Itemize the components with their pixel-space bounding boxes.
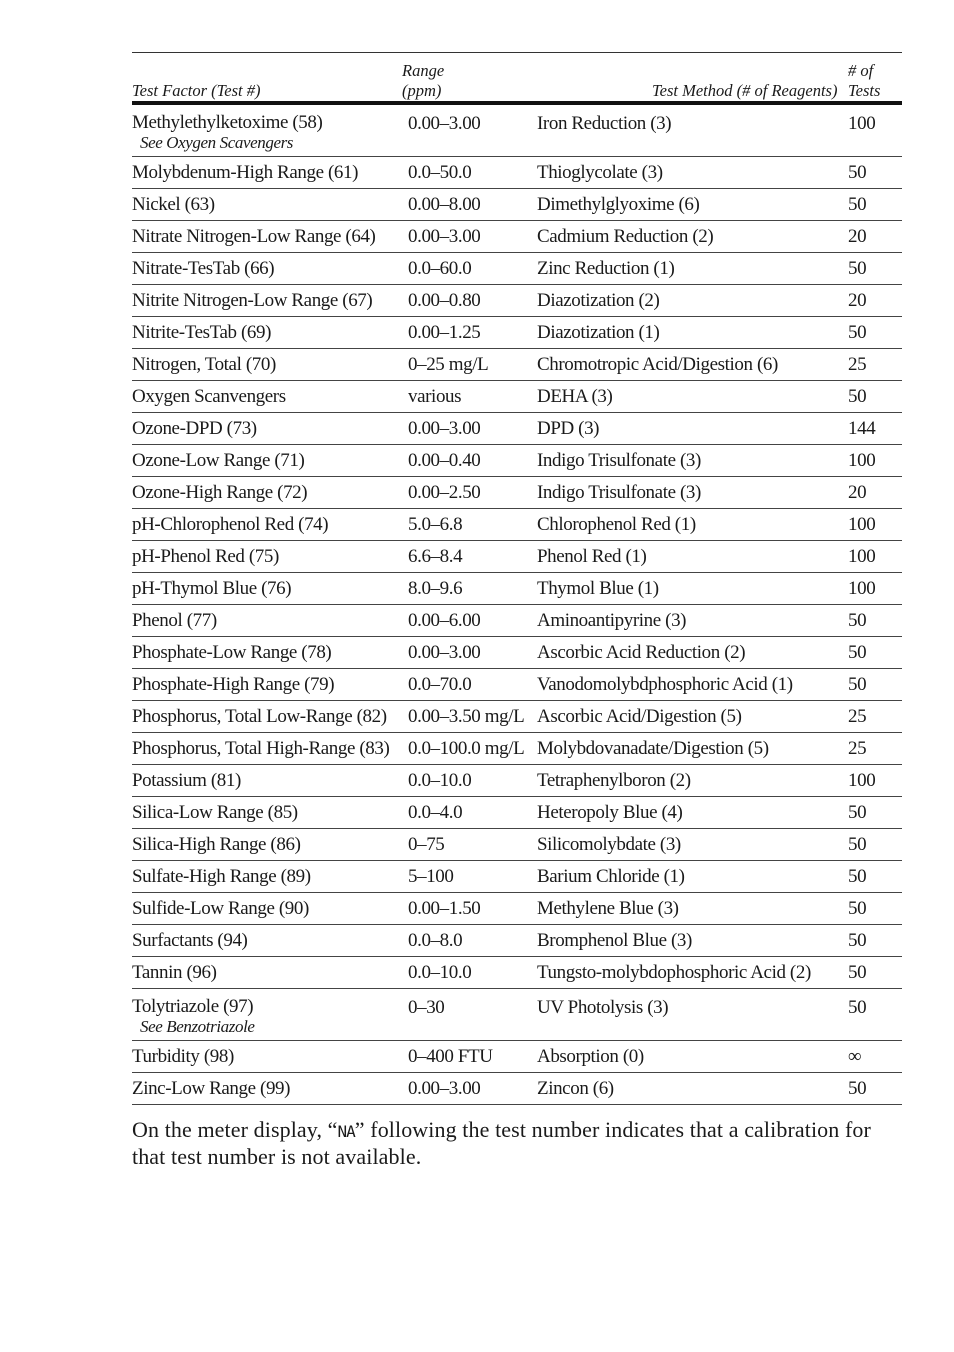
cell-num-tests: 144 <box>848 417 876 439</box>
cell-test-method: Chlorophenol Red (1) <box>537 513 696 535</box>
cell-test-factor <box>132 643 402 663</box>
table-row <box>132 445 902 477</box>
table-row <box>132 285 902 317</box>
cell-test-method: Indigo Trisulfonate (3) <box>537 481 701 503</box>
test-factor-name: Methylethylketoxime (58) <box>132 112 323 133</box>
cell-test-factor <box>132 451 402 471</box>
cell-test-factor <box>132 611 402 631</box>
cell-num-tests: 50 <box>848 641 867 663</box>
cell-test-factor <box>132 419 402 439</box>
cell-test-factor <box>132 547 402 567</box>
test-factor-name: Phenol (77) <box>132 609 217 631</box>
test-factor-name: Silica-Low Range (85) <box>132 801 298 823</box>
table-row <box>132 861 902 893</box>
cell-test-factor <box>132 899 402 919</box>
table-row <box>132 637 902 669</box>
cell-range: 6.6–8.4 <box>408 545 463 567</box>
cell-test-method: Cadmium Reduction (2) <box>537 225 714 247</box>
cell-num-tests: 100 <box>848 513 876 535</box>
cell-range: 0.0–4.0 <box>408 801 463 823</box>
cell-test-factor <box>132 835 402 855</box>
test-factor-name: pH-Thymol Blue (76) <box>132 577 292 599</box>
test-factor-name: Ozone-DPD (73) <box>132 417 257 439</box>
test-factor-name: Nitrate-TesTab (66) <box>132 257 275 279</box>
test-factor-name: Ozone-High Range (72) <box>132 481 308 503</box>
cell-range: 0–25 mg/L <box>408 353 489 375</box>
table-row <box>132 413 902 445</box>
cell-num-tests: 100 <box>848 449 876 471</box>
cell-range: 0.0–70.0 <box>408 673 472 695</box>
cell-test-method: Barium Chloride (1) <box>537 865 685 887</box>
cell-test-factor <box>132 291 402 311</box>
test-factor-name: Sulfate-High Range (89) <box>132 865 311 887</box>
cell-num-tests: 50 <box>848 897 867 919</box>
cell-range: 0.00–3.50 mg/L <box>408 705 525 727</box>
cell-test-factor <box>132 963 402 983</box>
cell-test-method: Vanodomolybdphosphoric Acid (1) <box>537 673 793 695</box>
cell-test-method: UV Photolysis (3) <box>537 997 669 1018</box>
test-factor-name: Tannin (96) <box>132 961 217 983</box>
cell-num-tests: 100 <box>848 769 876 791</box>
table-header <box>132 53 902 105</box>
cell-range: 0.0–50.0 <box>408 161 472 183</box>
table-row <box>132 317 902 349</box>
table-row <box>132 797 902 829</box>
header-num-tests <box>848 61 902 101</box>
cell-test-method: Aminoantipyrine (3) <box>537 609 687 631</box>
cell-num-tests: 50 <box>848 1077 867 1099</box>
header-tests-line1: # of <box>848 61 874 80</box>
cell-test-method: Indigo Trisulfonate (3) <box>537 449 701 471</box>
cell-test-method: Tungsto-molybdophosphoric Acid (2) <box>537 961 811 983</box>
test-factor-name: Phosphate-Low Range (78) <box>132 641 332 663</box>
cell-num-tests: 20 <box>848 289 867 311</box>
cell-test-factor <box>132 707 402 727</box>
footnote <box>132 1117 902 1169</box>
cell-range: 0.0–60.0 <box>408 257 472 279</box>
cell-num-tests: 50 <box>848 609 867 631</box>
header-test-method: Test Method (# of Reagents) <box>652 81 838 100</box>
test-factor-name: Zinc-Low Range (99) <box>132 1077 291 1099</box>
test-factor-name: Sulfide-Low Range (90) <box>132 897 309 919</box>
table-row <box>132 893 902 925</box>
test-factor-name: Potassium (81) <box>132 769 241 791</box>
cell-test-method: Silicomolybdate (3) <box>537 833 681 855</box>
cell-range: various <box>408 385 462 407</box>
cell-num-tests: 50 <box>848 961 867 983</box>
cell-test-factor <box>132 195 402 215</box>
cell-test-factor <box>132 387 402 407</box>
test-factor-name: Nickel (63) <box>132 193 215 215</box>
cell-num-tests: 50 <box>848 385 867 407</box>
table-row <box>132 1041 902 1073</box>
cell-test-method: Chromotropic Acid/Digestion (6) <box>537 353 778 375</box>
footnote-code: NA <box>337 1122 355 1141</box>
header-tests-line2: Tests <box>848 81 881 100</box>
test-factor-name: Nitrate Nitrogen-Low Range (64) <box>132 225 376 247</box>
cell-num-tests: 50 <box>848 801 867 823</box>
table-row <box>132 1073 902 1105</box>
cell-test-factor <box>132 227 402 247</box>
cell-test-factor <box>132 931 402 951</box>
table-row <box>132 477 902 509</box>
test-factor-name: Silica-High Range (86) <box>132 833 301 855</box>
cell-num-tests: 25 <box>848 737 867 759</box>
cell-test-method: Molybdovanadate/Digestion (5) <box>537 737 769 759</box>
cell-test-factor <box>132 355 402 375</box>
cell-test-factor <box>132 867 402 887</box>
cell-test-factor <box>132 1079 402 1099</box>
cell-num-tests: 25 <box>848 705 867 727</box>
cell-test-method: Tetraphenylboron (2) <box>537 769 691 791</box>
cell-range: 0–30 <box>408 997 445 1018</box>
cell-range: 0.0–8.0 <box>408 929 463 951</box>
cell-num-tests: 50 <box>848 929 867 951</box>
header-range <box>402 61 532 101</box>
cell-num-tests: 50 <box>848 321 867 343</box>
test-factor-name: Oxygen Scanvengers <box>132 385 286 407</box>
cell-test-method: Heteropoly Blue (4) <box>537 801 683 823</box>
cell-num-tests: ∞ <box>848 1045 862 1067</box>
table-row <box>132 221 902 253</box>
header-range-line1: Range <box>402 61 445 80</box>
test-factor-name: Phosphorus, Total Low-Range (82) <box>132 705 387 727</box>
cell-test-method: Absorption (0) <box>537 1045 644 1067</box>
cell-test-method: Ascorbic Acid Reduction (2) <box>537 641 746 663</box>
cell-range: 0–75 <box>408 833 445 855</box>
test-factor-note: See Oxygen Scavengers <box>140 133 294 152</box>
cell-range: 0.00–3.00 <box>408 1077 481 1099</box>
cell-range: 0.0–10.0 <box>408 961 472 983</box>
table-row <box>132 669 902 701</box>
test-factor-name: Nitrogen, Total (70) <box>132 353 276 375</box>
test-factor-name: Surfactants (94) <box>132 929 248 951</box>
cell-num-tests: 50 <box>848 865 867 887</box>
cell-test-method: DEHA (3) <box>537 385 613 407</box>
cell-range: 0.00–3.00 <box>408 113 481 134</box>
cell-test-factor <box>132 771 402 791</box>
test-factor-name: pH-Phenol Red (75) <box>132 545 279 567</box>
table-row <box>132 925 902 957</box>
test-factor-name: Phosphate-High Range (79) <box>132 673 335 695</box>
test-factor-name: pH-Chlorophenol Red (74) <box>132 513 329 535</box>
cell-range: 0.00–1.25 <box>408 321 481 343</box>
table-row <box>132 957 902 989</box>
table-row <box>132 157 902 189</box>
table-row <box>132 573 902 605</box>
cell-test-method: Methylene Blue (3) <box>537 897 679 919</box>
cell-test-factor <box>132 113 402 152</box>
cell-test-method: Dimethylglyoxime (6) <box>537 193 700 215</box>
cell-test-factor <box>132 323 402 343</box>
footnote-after: ” following the test number indicates that a calibration for that test number is not available. <box>132 1117 871 1169</box>
cell-range: 5–100 <box>408 865 454 887</box>
test-factor-name: Molybdenum-High Range (61) <box>132 161 359 183</box>
cell-num-tests: 50 <box>848 997 867 1018</box>
table-row <box>132 253 902 285</box>
cell-test-factor <box>132 997 402 1036</box>
cell-range: 0.00–0.40 <box>408 449 481 471</box>
cell-range: 0.00–1.50 <box>408 897 481 919</box>
cell-num-tests: 50 <box>848 193 867 215</box>
cell-num-tests: 50 <box>848 257 867 279</box>
table-row <box>132 381 902 413</box>
cell-test-method: DPD (3) <box>537 417 600 439</box>
cell-range: 0.00–3.00 <box>408 641 481 663</box>
cell-range: 8.0–9.6 <box>408 577 463 599</box>
cell-test-method: Zincon (6) <box>537 1077 614 1099</box>
test-factor-name: Ozone-Low Range (71) <box>132 449 305 471</box>
cell-test-method: Ascorbic Acid/Digestion (5) <box>537 705 742 727</box>
cell-range: 0.0–10.0 <box>408 769 472 791</box>
table-row <box>132 733 902 765</box>
header-test-factor: Test Factor (Test #) <box>132 81 261 100</box>
table-row <box>132 509 902 541</box>
cell-num-tests: 50 <box>848 673 867 695</box>
table-row <box>132 349 902 381</box>
cell-test-factor <box>132 579 402 599</box>
cell-range: 0.00–2.50 <box>408 481 481 503</box>
table-row <box>132 541 902 573</box>
cell-test-factor <box>132 675 402 695</box>
cell-test-method: Phenol Red (1) <box>537 545 647 567</box>
table-row <box>132 829 902 861</box>
cell-test-method: Diazotization (1) <box>537 321 660 343</box>
cell-num-tests: 25 <box>848 353 867 375</box>
footnote-before: On the meter display, “ <box>132 1117 338 1142</box>
test-factor-note: See Benzotriazole <box>140 1017 255 1036</box>
cell-test-method: Thymol Blue (1) <box>537 577 659 599</box>
table-row <box>132 605 902 637</box>
test-factor-name: Tolytriazole (97) <box>132 996 254 1017</box>
cell-range: 0–400 FTU <box>408 1045 493 1067</box>
cell-test-method: Bromphenol Blue (3) <box>537 929 692 951</box>
cell-range: 0.00–3.00 <box>408 417 481 439</box>
cell-test-method: Thioglycolate (3) <box>537 161 663 183</box>
table-row <box>132 989 902 1041</box>
cell-test-factor <box>132 1047 402 1067</box>
cell-range: 0.0–100.0 mg/L <box>408 737 525 759</box>
test-factor-name: Nitrite Nitrogen-Low Range (67) <box>132 289 373 311</box>
table-row <box>132 765 902 797</box>
cell-range: 0.00–8.00 <box>408 193 481 215</box>
cell-test-factor <box>132 163 402 183</box>
table-row <box>132 189 902 221</box>
cell-test-method: Zinc Reduction (1) <box>537 257 675 279</box>
table-row <box>132 105 902 157</box>
cell-test-factor <box>132 259 402 279</box>
cell-num-tests: 100 <box>848 113 876 134</box>
cell-num-tests: 20 <box>848 481 867 503</box>
test-factor-name: Nitrite-TesTab (69) <box>132 321 272 343</box>
header-range-line2: (ppm) <box>402 81 442 100</box>
cell-range: 0.00–0.80 <box>408 289 481 311</box>
cell-num-tests: 100 <box>848 577 876 599</box>
cell-range: 0.00–3.00 <box>408 225 481 247</box>
cell-num-tests: 20 <box>848 225 867 247</box>
cell-test-factor <box>132 483 402 503</box>
table-body <box>132 105 902 1105</box>
test-factor-name: Turbidity (98) <box>132 1045 234 1067</box>
table-row <box>132 701 902 733</box>
cell-test-factor <box>132 739 402 759</box>
cell-num-tests: 50 <box>848 833 867 855</box>
cell-test-factor <box>132 803 402 823</box>
cell-range: 5.0–6.8 <box>408 513 463 535</box>
cell-test-factor <box>132 515 402 535</box>
cell-range: 0.00–6.00 <box>408 609 481 631</box>
cell-num-tests: 100 <box>848 545 876 567</box>
test-factor-name: Phosphorus, Total High-Range (83) <box>132 737 390 759</box>
cell-test-method: Iron Reduction (3) <box>537 113 672 134</box>
spec-table-page <box>132 52 902 1169</box>
cell-test-method: Diazotization (2) <box>537 289 660 311</box>
cell-num-tests: 50 <box>848 161 867 183</box>
